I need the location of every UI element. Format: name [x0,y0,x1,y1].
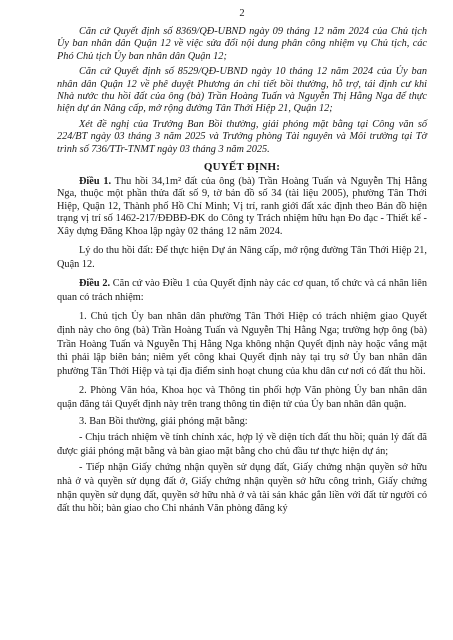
article-2 [57,277,427,304]
article-2-item-3: 3. Ban Bồi thường, giải phóng mặt bằng: [79,415,248,427]
page-number: 2 [239,8,245,19]
article-2-text: Căn cứ vào Điều 1 của Quyết định này các cơ quan, tổ chức và cá nhân liên quan có trách nhiệm: [57,278,427,303]
article-2-label: Điều 2. [79,278,111,290]
article-2-item-3-bullet-2: - Tiếp nhận Giấy chứng nhận quyền sử dụng đất, Giấy chứng nhận quyền sở hữu nhà ở và quyền sử dụng đất ở, Giấy chứng nhận quyền sở hữu công trình, Giấy chứng nhận quyền sử dụng đất, quyền sở hữu nhà ở và tài sản khác gắn liền với đất từ người có đất thu hồi; bàn giao cho Chi nhánh Văn phòng đăng ký [57,462,427,515]
article-1-text: Thu hồi 34,1m² đất của ông (bà) Trần Hoàng Tuấn và Nguyễn Thị Hằng Nga, thuộc một phần thửa đất số 9, tờ bản đồ số 34 (tài liệu 2005), phường Tân Thới Hiệp, Quận 12, Thành phố Hồ Chí Minh; Vị trí, ranh giới đất xác định theo Bản đồ hiện trạng vị trí số 1462-217/ĐĐBĐ-ĐK do Công ty Trách nhiệm hữu hạn Đo đạc - Thiết kế - Xây dựng Đăng Khoa lập ngày 02 tháng 12 năm 2024. [57,176,427,237]
decision-title: QUYẾT ĐỊNH: [203,161,281,174]
article-1-reason: Lý do thu hồi đất: Để thực hiện Dự án Nâng cấp, mở rộng đường Tân Thới Hiệp 21, Quận 12. [57,245,427,270]
article-2-item-1: 1. Chủ tịch Ủy ban nhân dân phường Tân Thới Hiệp có trách nhiệm giao Quyết định này cho ông (bà) Trần Hoàng Tuấn và Nguyễn Thị Hằng Nga; trường hợp ông (bà) Trần Hoàng Tuấn và Nguyễn Thị Hằng Nga không nhận Quyết định này hoặc vắng mặt thì phải lập biên bản; niêm yết công khai Quyết định này tại trụ sở Ủy ban nhân dân phường Tân Thới Hiệp và tại địa điểm sinh hoạt chung của khu dân cư nơi có đất thu hồi. [57,311,427,377]
article-2-item-2: 2. Phòng Văn hóa, Khoa học và Thông tin phối hợp Văn phòng Ủy ban nhân dân quận đăng tải Quyết định này trên trang thông tin điện tử của Ủy ban nhân dân quận. [57,385,427,411]
preamble-proposal: Xét đề nghị của Trưởng Ban Bồi thường, giải phóng mặt bằng tại Công văn số 224/BT ngày 03 tháng 3 năm 2025 và Trưởng phòng Tài nguyên và Môi trường tại Tờ trình số 736/TTr-TNMT ngày 03 tháng 3 năm 2025. [57,118,427,155]
article-1-label: Điều 1. [79,176,112,188]
preamble-basis-8529: Căn cứ Quyết định số 8529/QĐ-UBND ngày 10 tháng 12 năm 2024 của Ủy ban nhân dân Quận 12 về phê duyệt Phương án chi tiết bồi thường, hỗ trợ, tái định cư khi Nhà nước thu hồi đất của ông (bà) Trần Hoàng Tuấn và Nguyễn Thị Hằng Nga để thực hiện dự án Nâng cấp, mở rộng đường Tân Thới Hiệp 21, Quận 12; [57,66,427,115]
article-1 [57,176,427,238]
article-2-item-3-bullet-1: - Chịu trách nhiệm về tính chính xác, hợp lý về diện tích đất thu hồi; quản lý đất đã được giải phóng mặt bằng và bàn giao mặt bằng cho chủ đầu tư thực hiện dự án; [57,432,427,457]
preamble-basis-8369: Căn cứ Quyết định số 8369/QĐ-UBND ngày 09 tháng 12 năm 2024 của Chủ tịch Ủy ban nhân dân Quận 12 về việc sửa đổi nội dung phân công nhiệm vụ Chủ tịch, các Phó Chủ tịch Ủy ban nhân dân Quận 12; [57,26,427,62]
